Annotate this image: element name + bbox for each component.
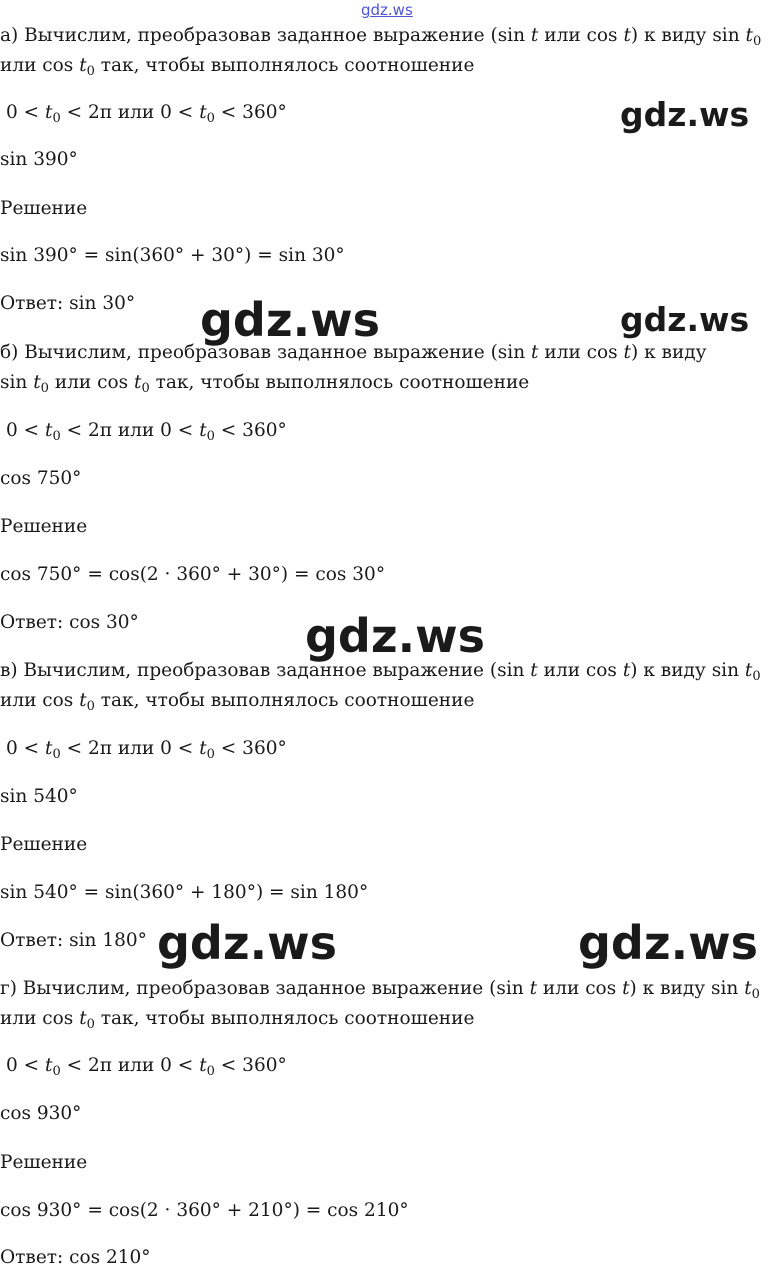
- watermark: gdz.ws: [200, 293, 380, 347]
- section-b-solution: cos 750° = cos(2 · 360° + 30°) = cos 30°: [0, 564, 386, 585]
- section-b-intro-line-1: б) Вычислим, преобразовав заданное выражение (sin t или cos t) к виду: [0, 342, 707, 363]
- section-a-solution: sin 390° = sin(360° + 30°) = sin 30°: [0, 245, 345, 266]
- section-d-expression: cos 930°: [0, 1103, 82, 1124]
- section-c-intro-line-2: или $\cos t_0$ так, чтобы выполнялось соотношение: [0, 690, 475, 714]
- section-d-condition: $0 < t_0 < 2\pi$ или $0 < t_0 < 360^\circ$: [6, 1055, 287, 1079]
- section-c-expression: sin 540°: [0, 786, 78, 807]
- section-d-intro-line-2: или $\cos t_0$ так, чтобы выполнялось соотношение: [0, 1008, 475, 1032]
- section-c-solution-label: Решение: [0, 834, 88, 855]
- section-a-answer: Ответ: sin 30°: [0, 293, 136, 314]
- section-c-solution: sin 540° = sin(360° + 180°) = sin 180°: [0, 882, 369, 903]
- section-b-condition: $0 < t_0 < 2\pi$ или $0 < t_0 < 360^\circ$: [6, 420, 287, 444]
- section-a-condition: $0 < t_0 < 2\pi$ или $0 < t_0 < 360^\circ$: [6, 102, 287, 126]
- watermark: gdz.ws: [157, 916, 337, 970]
- watermark: gdz.ws: [578, 916, 758, 970]
- watermark: gdz.ws: [620, 300, 750, 339]
- site-link[interactable]: gdz.ws: [361, 1, 413, 19]
- section-d-solution: cos 930° = cos(2 · 360° + 210°) = cos 210°: [0, 1200, 409, 1221]
- watermark: gdz.ws: [305, 609, 485, 663]
- watermark: gdz.ws: [620, 95, 750, 134]
- section-b-solution-label: Решение: [0, 516, 88, 537]
- section-b-intro-line-2: $\sin t_0$ или $\cos t_0$ так, чтобы выполнялось соотношение: [0, 372, 530, 396]
- section-d-intro-line-1: г) Вычислим, преобразовав заданное выражение (sin t или cos t) к виду $\sin t_0$: [0, 978, 760, 1002]
- section-a-intro-line-1: а) Вычислим, преобразовав заданное выражение (sin t или cos t) к виду $\sin t_0$: [0, 25, 762, 49]
- section-c-intro-line-1: в) Вычислим, преобразовав заданное выражение (sin t или cos t) к виду $\sin t_0$: [0, 660, 761, 684]
- section-d-answer: Ответ: cos 210°: [0, 1247, 151, 1268]
- section-a-intro-line-2: или $\cos t_0$ так, чтобы выполнялось соотношение: [0, 55, 475, 79]
- section-c-answer: Ответ: sin 180°: [0, 930, 147, 951]
- section-a-expression: sin 390°: [0, 149, 78, 170]
- section-b-answer: Ответ: cos 30°: [0, 612, 139, 633]
- section-a-solution-label: Решение: [0, 198, 88, 219]
- section-b-expression: cos 750°: [0, 468, 82, 489]
- section-d-solution-label: Решение: [0, 1152, 88, 1173]
- section-c-condition: $0 < t_0 < 2\pi$ или $0 < t_0 < 360^\circ$: [6, 738, 287, 762]
